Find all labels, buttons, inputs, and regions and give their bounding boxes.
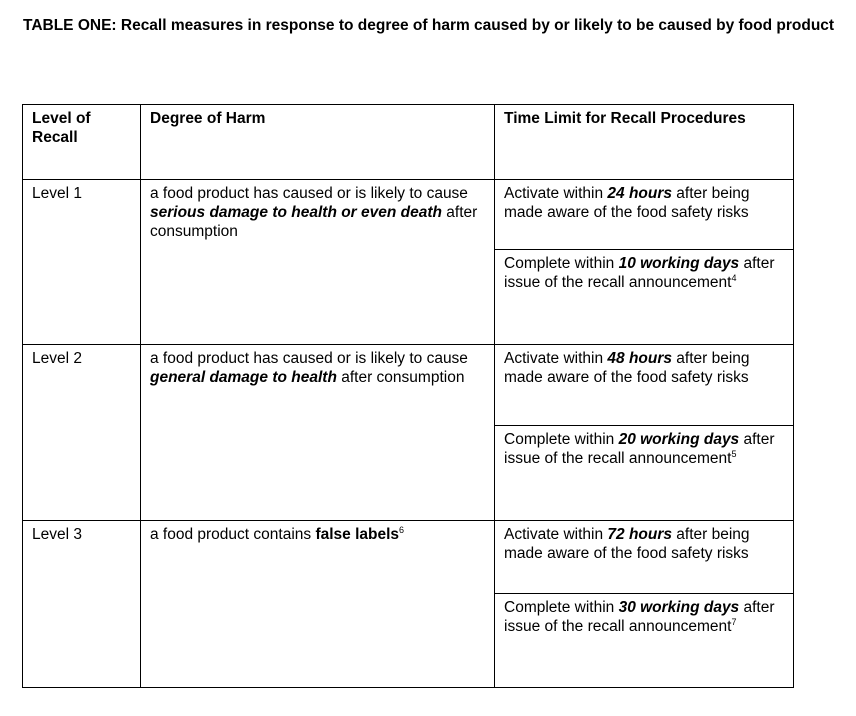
harm-emphasis: serious damage to health or even death — [150, 204, 442, 221]
level-cell: Level 3 — [23, 521, 141, 688]
activate-emphasis: 24 hours — [607, 185, 672, 202]
complete-text: Complete within — [504, 599, 619, 616]
footnote-ref: 7 — [731, 616, 737, 627]
header-harm: Degree of Harm — [141, 105, 495, 180]
level-cell: Level 1 — [23, 180, 141, 345]
complete-text-end: after issue of the recall announcement — [504, 599, 775, 635]
level-cell: Level 2 — [23, 345, 141, 521]
harm-cell — [141, 345, 495, 521]
activate-cell — [495, 345, 794, 426]
harm-cell — [141, 521, 495, 688]
activate-text-end: after being made aware of the food safety risks — [504, 350, 750, 386]
header-time: Time Limit for Recall Procedures — [495, 105, 794, 180]
footnote-ref: 4 — [731, 272, 737, 283]
complete-cell — [495, 594, 794, 688]
harm-emphasis: false labels — [315, 526, 400, 543]
complete-emphasis: 20 working days — [618, 431, 740, 448]
complete-text-end: after issue of the recall announcement — [504, 431, 775, 467]
activate-text: Activate within — [504, 526, 608, 543]
table-row — [23, 521, 794, 594]
header-level: Level of Recall — [23, 105, 141, 180]
complete-text: Complete within — [504, 255, 619, 272]
activate-text-end: after being made aware of the food safety risks — [504, 526, 750, 562]
footnote-ref: 5 — [731, 448, 737, 459]
activate-text-end: after being made aware of the food safety risks — [504, 185, 750, 221]
complete-cell — [495, 426, 794, 521]
complete-emphasis: 10 working days — [618, 255, 740, 272]
recall-table — [22, 104, 794, 688]
activate-cell — [495, 521, 794, 594]
activate-emphasis: 72 hours — [607, 526, 672, 543]
complete-cell — [495, 250, 794, 345]
complete-text-end: after issue of the recall announcement — [504, 255, 775, 291]
harm-text: a food product contains — [150, 526, 316, 543]
harm-cell — [141, 180, 495, 345]
activate-text: Activate within — [504, 350, 608, 367]
harm-text-end: after consumption — [150, 204, 478, 240]
activate-emphasis: 48 hours — [607, 350, 672, 367]
header-row — [23, 105, 794, 180]
harm-text: a food product has caused or is likely to cause — [150, 185, 468, 202]
harm-emphasis: general damage to health — [150, 369, 337, 386]
activate-cell — [495, 180, 794, 250]
harm-text: a food product has caused or is likely to cause — [150, 350, 468, 367]
complete-text: Complete within — [504, 431, 619, 448]
footnote-ref: 6 — [399, 524, 405, 535]
harm-text-end: after consumption — [336, 369, 465, 386]
table-title: TABLE ONE: Recall measures in response to degree of harm caused by or likely to be caused by food product — [23, 17, 835, 34]
activate-text: Activate within — [504, 185, 608, 202]
table-row — [23, 345, 794, 426]
complete-emphasis: 30 working days — [618, 599, 740, 616]
table-row — [23, 180, 794, 250]
